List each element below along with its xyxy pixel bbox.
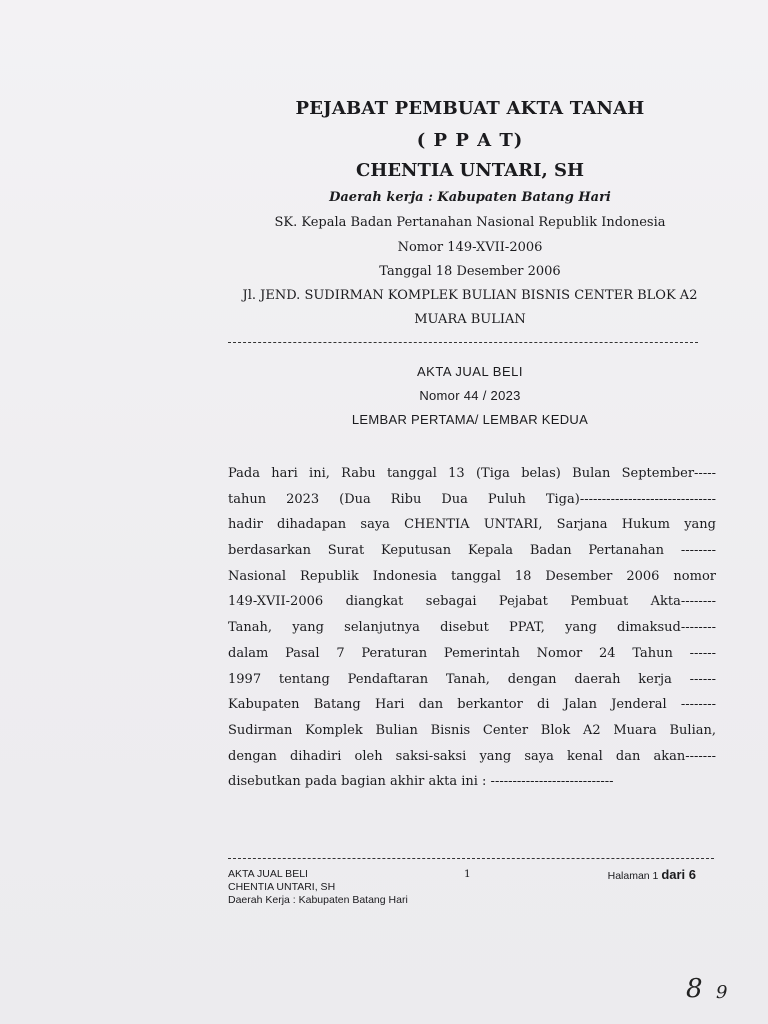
body-line: Nasional Republik Indonesia tanggal 18 Desember 2006 nomor bbox=[228, 568, 716, 584]
handwritten-mark-b: 9 bbox=[716, 982, 728, 1003]
footer-divider bbox=[228, 858, 714, 859]
body-line: dengan dihadiri oleh saksi-saksi yang saya kenal dan akan------- bbox=[228, 748, 716, 764]
footer-page-of: dari 6 bbox=[661, 867, 696, 882]
address-line-1: Jl. JEND. SUDIRMAN KOMPLEK BULIAN BISNIS CENTER BLOK A2 bbox=[242, 288, 698, 303]
body-line: 1997 tentang Pendaftaran Tanah, dengan daerah kerja ------ bbox=[228, 671, 716, 687]
body-line: Tanah, yang selanjutnya disebut PPAT, yang dimaksud-------- bbox=[228, 620, 716, 636]
handwritten-mark-a: 8 bbox=[686, 974, 703, 1004]
body-line: tahun 2023 (Dua Ribu Dua Puluh Tiga)------------------------------- bbox=[228, 491, 716, 507]
footer-deed-label: AKTA JUAL BELI bbox=[228, 868, 308, 880]
official-name: CHENTIA UNTARI, SH bbox=[356, 160, 584, 181]
body-line: disebutkan pada bagian akhir akta ini : ---------------------------- bbox=[228, 774, 614, 790]
decree-line: SK. Kepala Badan Pertanahan Nasional Republik Indonesia bbox=[274, 215, 666, 230]
body-line: Kabupaten Batang Hari dan berkantor di Jalan Jenderal -------- bbox=[228, 697, 716, 713]
header-divider bbox=[228, 342, 698, 343]
deed-sheet: LEMBAR PERTAMA/ LEMBAR KEDUA bbox=[351, 412, 589, 427]
footer-page-label: Halaman 1 bbox=[607, 870, 662, 882]
page-footer bbox=[228, 868, 716, 907]
footer-official: CHENTIA UNTARI, SH bbox=[228, 881, 336, 893]
office-acronym: ( P P A T) bbox=[416, 130, 524, 151]
body-line: berdasarkan Surat Keputusan Kepala Badan Pertanahan -------- bbox=[228, 543, 716, 559]
body-line: 149-XVII-2006 diangkat sebagai Pejabat Pembuat Akta-------- bbox=[228, 594, 716, 610]
decree-date: Tanggal 18 Desember 2006 bbox=[379, 264, 561, 279]
decree-number: Nomor 149-XVII-2006 bbox=[397, 240, 543, 255]
body-line: Pada hari ini, Rabu tanggal 13 (Tiga belas) Bulan September----- bbox=[228, 466, 716, 481]
body-line: hadir dihadapan saya CHENTIA UNTARI, Sarjana Hukum yang bbox=[228, 517, 716, 533]
body-line: Sudirman Komplek Bulian Bisnis Center Blok A2 Muara Bulian, bbox=[228, 722, 716, 738]
footer-page-center: 1 bbox=[464, 868, 471, 880]
deed-body bbox=[228, 461, 716, 795]
office-title: PEJABAT PEMBUAT AKTA TANAH bbox=[295, 98, 645, 119]
deed-number: Nomor 44 / 2023 bbox=[419, 388, 521, 403]
body-line: dalam Pasal 7 Peraturan Pemerintah Nomor 24 Tahun ------ bbox=[228, 645, 716, 661]
address-line-2: MUARA BULIAN bbox=[414, 312, 526, 327]
footer-area: Daerah Kerja : Kabupaten Batang Hari bbox=[228, 894, 408, 906]
work-area: Daerah kerja : Kabupaten Batang Hari bbox=[329, 190, 611, 205]
deed-title: AKTA JUAL BELI bbox=[417, 364, 523, 379]
